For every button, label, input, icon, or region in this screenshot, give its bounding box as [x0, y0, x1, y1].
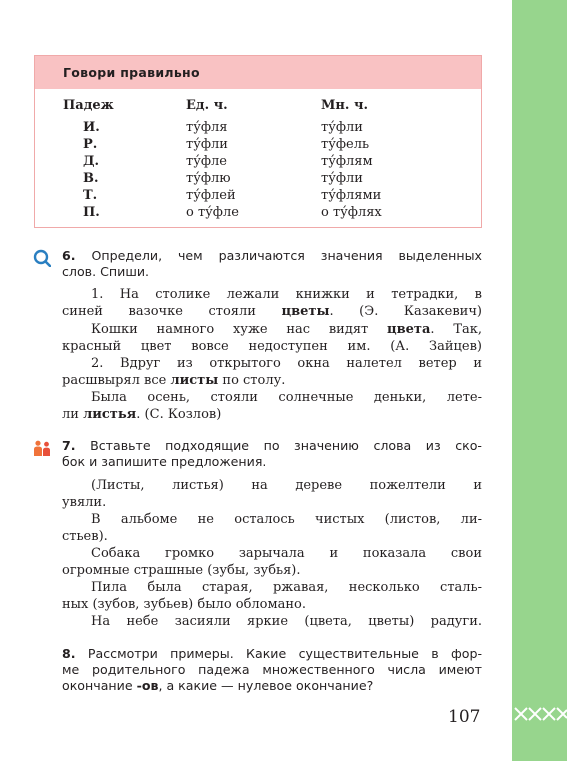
singular-form: ту́флей	[186, 188, 236, 203]
sentence-line: Была осень, стояли солнечные деньки, лете-	[91, 390, 482, 405]
exercise-line: (Листы, листья) на дереве пожелтели и	[91, 478, 482, 493]
highlighted-ending: -ов	[136, 678, 159, 693]
plural-form: ту́фли	[321, 120, 363, 135]
highlighted-word: цвета	[387, 322, 431, 337]
sentence-line: 1. На столике лежали книжки и тетрадки, в	[91, 287, 482, 302]
task-6-instruction-cont: слов. Спиши.	[62, 264, 150, 279]
header-plural: Мн. ч.	[321, 98, 368, 113]
case-label: Т.	[83, 188, 98, 203]
task-7-instruction: 7. Вставьте подходящие по значению слова из ско-	[62, 438, 482, 453]
task-8-text: окончание -ов, а какие — нулевое окончание?	[62, 678, 374, 693]
singular-form: ту́фля	[186, 120, 228, 135]
exercise-line: Пила была старая, ржавая, несколько сталь-	[91, 580, 482, 595]
rule-box-title: Говори правильно	[35, 56, 481, 89]
exercise-line: На небе засияли яркие (цвета, цветы) радуги.	[91, 614, 482, 629]
exercise-line: ных (зубов, зубьев) было обломано.	[62, 597, 306, 612]
singular-form: о ту́фле	[186, 205, 239, 220]
singular-form: ту́фле	[186, 154, 227, 169]
header-case: Падеж	[63, 98, 114, 113]
page-number: 107	[448, 707, 481, 727]
exercise-line: огромные страшные (зубы, зубья).	[62, 563, 301, 578]
plural-form: ту́флям	[321, 154, 373, 169]
singular-form: ту́флю	[186, 171, 231, 186]
task-number: 8.	[62, 646, 76, 661]
task-7-instruction-cont: бок и запишите предложения.	[62, 454, 267, 469]
decorative-chevrons-icon	[513, 706, 567, 722]
plural-form: о ту́флях	[321, 205, 382, 220]
case-label: И.	[83, 120, 100, 135]
singular-form: ту́фли	[186, 137, 228, 152]
exercise-line: стьев).	[62, 529, 108, 544]
task-6-instruction: 6. Определи, чем различаются значения выделенных	[62, 248, 482, 263]
sentence-line: синей вазочке стояли цветы. (Э. Казакевич)	[62, 304, 483, 319]
task-number: 7.	[62, 438, 76, 453]
sentence-line: красный цвет вовсе недоступен им. (А. Зайцев)	[62, 339, 482, 354]
pair-work-icon	[33, 440, 51, 456]
speak-correctly-box	[34, 55, 482, 228]
case-label: П.	[83, 205, 100, 220]
sentence-line: 2. Вдруг из открытого окна налетел ветер и	[91, 356, 482, 371]
sentence-line: расшвырял все листы по столу.	[62, 373, 286, 388]
sentence-line: Кошки намного хуже нас видят цвета. Так,	[91, 322, 482, 337]
declension-table	[35, 56, 481, 227]
highlighted-word: листы	[170, 373, 219, 388]
highlighted-word: листья	[83, 407, 137, 422]
highlighted-word: цветы	[281, 304, 330, 319]
case-label: Д.	[83, 154, 100, 169]
case-label: В.	[83, 171, 99, 186]
task-8-text: 8. Рассмотри примеры. Какие существительные в фор-	[62, 646, 482, 661]
sentence-line: ли листья. (С. Козлов)	[62, 407, 222, 422]
exercise-line: увяли.	[62, 495, 107, 510]
task-8-text: ме родительного падежа множественного числа имеют	[62, 662, 482, 677]
plural-form: ту́фли	[321, 171, 363, 186]
side-color-strip	[512, 0, 567, 761]
task-number: 6.	[62, 248, 76, 263]
header-singular: Ед. ч.	[186, 98, 228, 113]
case-label: Р.	[83, 137, 98, 152]
exercise-line: В альбоме не осталось чистых (листов, ли-	[91, 512, 482, 527]
exercise-line: Собака громко зарычала и показала свои	[91, 546, 482, 561]
plural-form: ту́фель	[321, 137, 370, 152]
plural-form: ту́флями	[321, 188, 382, 203]
magnifier-icon	[33, 249, 51, 267]
